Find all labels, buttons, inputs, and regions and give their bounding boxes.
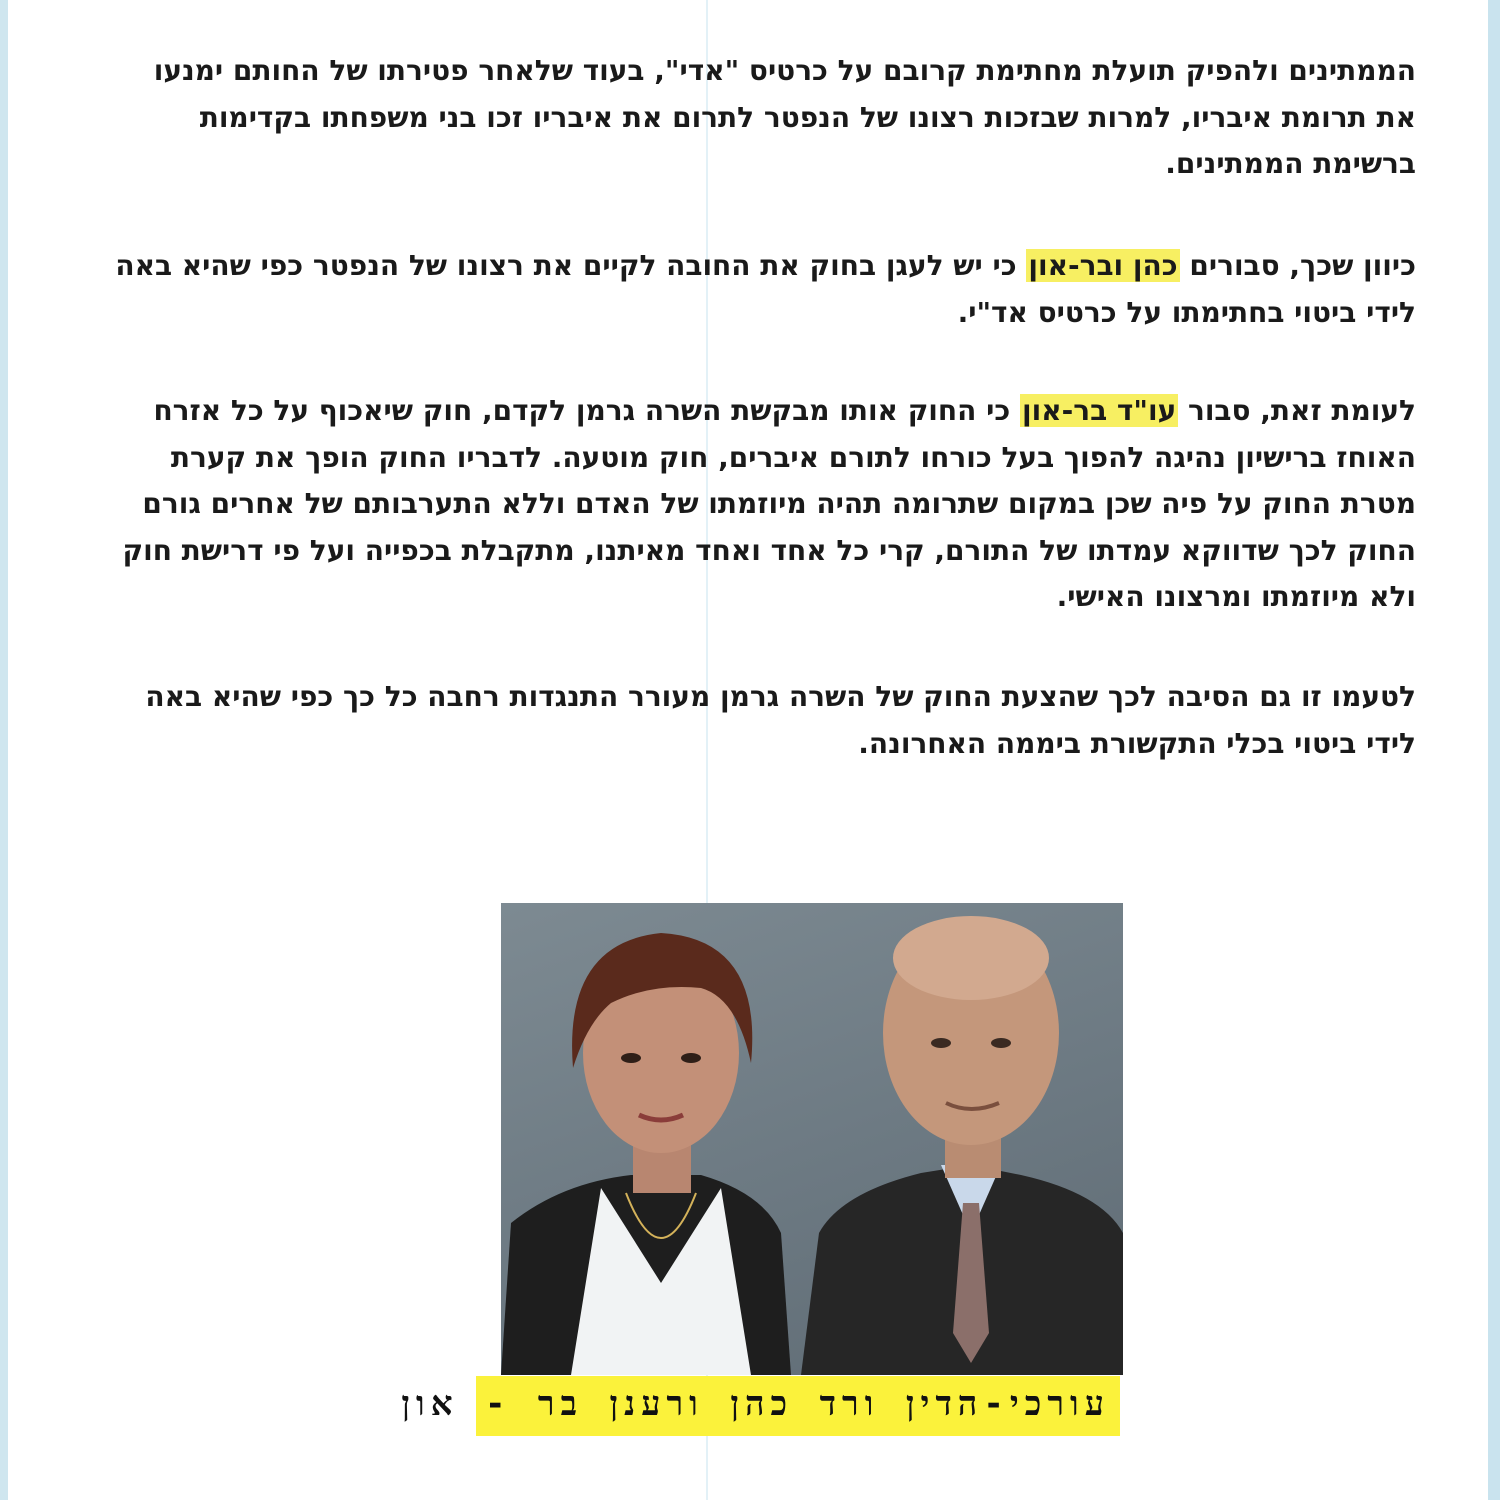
woman-left-eye [621,1053,641,1063]
paragraph-1-text: הממתינים ולהפיק תועלת מחתימת קרובם על כרטיס "אדי", בעוד שלאחר פטירתו של החותם ימנעו את תרומת איבריו, למרות שבזכות רצונו של הנפטר לתרום את איבריו זכו בני משפחתו בקדימות ברשימת הממתינים. [153,54,1416,180]
paragraph-3 [110,388,1416,621]
highlighted-lawyer: עו"ד בר-און [1022,394,1177,427]
photo-caption-bar [401,1376,1120,1436]
paragraph-3-rest: כי החוק אותו מבקשת השרה גרמן לקדם, חוק שיאכוף על כל אזרח האוחז ברישיון נהיגה להפוך בעל כורחו לתורם איברים, חוק מוטעה. לדבריו החוק הופך את קערת מטרת החוק על פיה שכן במקום שתרומה תהיה מיוזמתו של האדם וללא התערבותם של אחרים גורם החוק לכך שדווקא עמדתו של התורם, קרי כל אחד ואחד מאיתנו, מתקבלת בכפייה ועל פי דרישת חוק ולא מיוזמתו ומרצונו האישי. [122,394,1416,613]
paragraph-2-lead: כיוון שכך, סבורים [1179,249,1416,282]
paragraph-2 [110,243,1416,336]
man-right-eye [991,1038,1011,1048]
paragraph-1 [110,48,1416,188]
portrait-illustration [501,903,1123,1375]
portrait-photo [501,903,1123,1375]
photo-caption: עורכי-הדין ורד כהן ורענן בר - און [401,1384,1110,1424]
paragraph-4 [110,674,1416,767]
woman-right-eye [681,1053,701,1063]
paragraph-3-lead: לעומת זאת, סבור [1178,394,1416,427]
man-left-eye [931,1038,951,1048]
paragraph-2-rest: כי יש לעגן בחוק את החובה לקיים את רצונו של הנפטר כפי שהיא באה לידי ביטוי בחתימתו על כרטיס אד"י. [115,249,1416,329]
paragraph-4-text: לטעמו זו גם הסיבה לכך שהצעת החוק של השרה גרמן מעורר התנגדות רחבה כל כך כפי שהיא באה לידי ביטוי בכלי התקשורת ביממה האחרונה. [145,680,1416,760]
man-bald-crown [893,916,1049,1000]
page-edge-right [1488,0,1500,1500]
page-edge-left [0,0,8,1500]
highlighted-names: כהן ובר-און [1028,249,1178,282]
